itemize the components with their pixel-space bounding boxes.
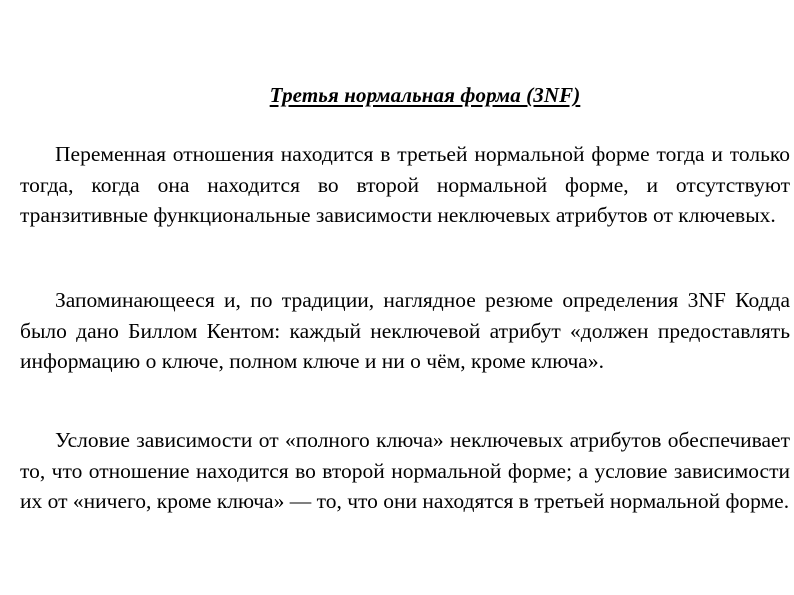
slide-title: Третья нормальная форма (3NF) [269, 83, 581, 107]
paragraph-kent-summary: Запоминающееся и, по традиции, наглядное резюме определения 3NF Кодда было дано Биллом Кентом: каждый неключевой атрибут «должен предоставлять информацию о ключе, полном ключе и ни о чём, кроме ключа». [20, 288, 790, 374]
paragraph-key-conditions: Условие зависимости от «полного ключа» неключевых атрибутов обеспечивает то, что отношение находится во второй нормальной форме; а условие зависимости их от «ничего, кроме ключа» — то, что они находятся в третьей нормальной форме. [20, 428, 790, 514]
paragraph-definition: Переменная отношения находится в третьей нормальной форме тогда и только тогда, когда она находится во второй нормальной форме, и отсутствуют транзитивные функциональные зависимости неключевых атрибутов от ключевых. [20, 142, 790, 228]
